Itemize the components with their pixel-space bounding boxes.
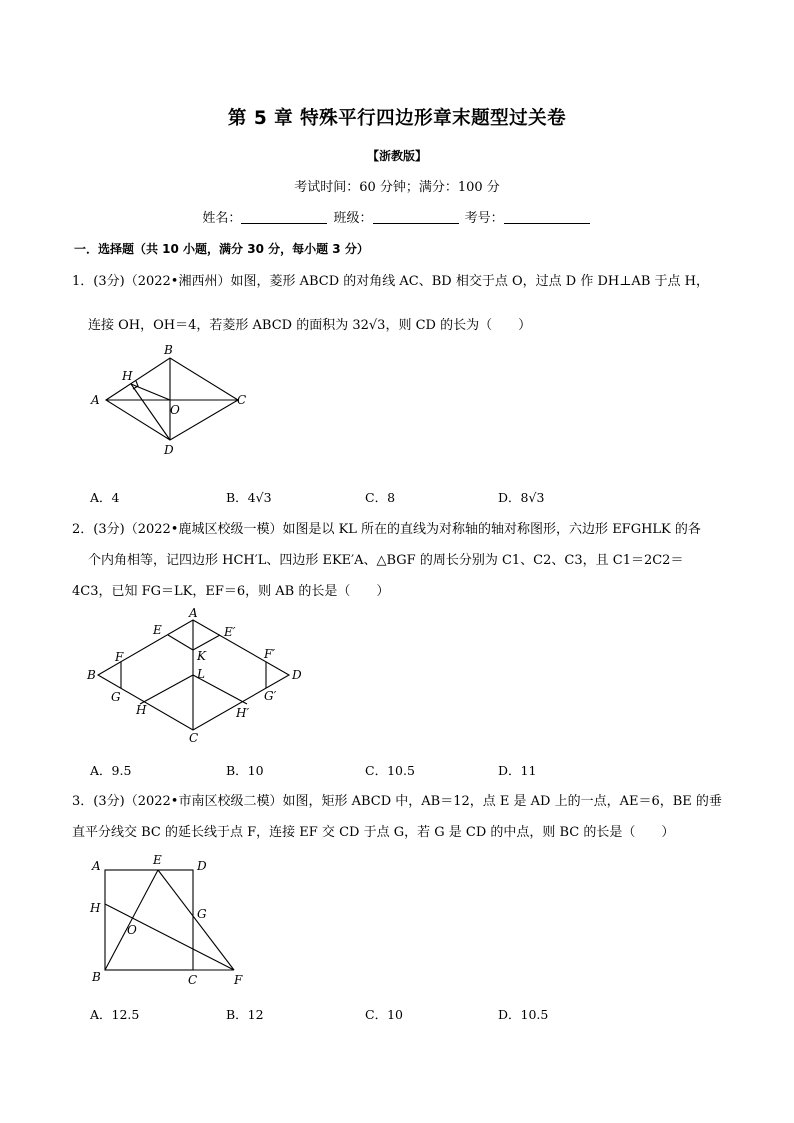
student-fields [0, 207, 794, 226]
q3-option-b[interactable]: B．12 [226, 1007, 264, 1022]
label-e: E [153, 623, 162, 637]
class-field[interactable] [373, 211, 459, 224]
edge-ek [168, 635, 193, 650]
label-f: F [234, 973, 243, 987]
q1-option-c[interactable]: C．8 [365, 490, 396, 505]
label-e-prime: E′ [224, 625, 236, 639]
label-o: O [170, 403, 180, 417]
label-d: D [164, 443, 174, 457]
q1-option-b[interactable]: B．4√3 [226, 490, 272, 505]
label-f: F [115, 650, 124, 664]
label-l: L [197, 667, 205, 681]
label-g: G [111, 690, 121, 704]
label-k: K [197, 649, 206, 663]
label-c: C [188, 973, 198, 987]
label-a: A [91, 393, 100, 407]
segment-ef [158, 870, 234, 970]
class-label: 班级： [333, 211, 373, 226]
q2-option-d[interactable]: D．11 [498, 763, 537, 778]
question-3-number: 3． [72, 794, 94, 809]
name-label: 姓名： [202, 211, 242, 226]
label-b: B [164, 343, 173, 357]
q3-option-d[interactable]: D．10.5 [498, 1007, 549, 1022]
number-label: 考号： [464, 211, 504, 226]
label-a: A [92, 859, 101, 873]
q1-option-a[interactable]: A．4 [90, 490, 120, 505]
label-b: B [87, 668, 96, 682]
label-h-prime: H′ [236, 706, 250, 720]
question-2-number: 2． [72, 522, 94, 537]
label-a: A [189, 606, 198, 620]
q2-option-c[interactable]: C．10.5 [365, 763, 415, 778]
question-1-number: 1． [72, 274, 94, 289]
question-2-line-3: 4C3，已知 FG＝LK，EF＝6，则 AB 的长是（ ） [72, 584, 390, 599]
question-2 [72, 514, 732, 607]
question-3-line-2: 直平分线交 BC 的延长线于点 F，连接 EF 交 CD 于点 G，若 G 是 CD 的中点，则 BC 的长是（ ） [72, 825, 675, 840]
exam-info: 考试时间：60 分钟；满分：100 分 [294, 180, 500, 195]
label-d: D [197, 859, 207, 873]
label-e: E [153, 853, 162, 867]
question-2-text-1: (3分)（2022•鹿城区校级一模）如图是以 KL 所在的直线为对称轴的轴对称图形，六边形 EFGHLK 的各 [93, 522, 701, 537]
figure-rectangle [84, 850, 254, 990]
label-g: G [197, 907, 207, 921]
edge-ke-prime [193, 635, 220, 650]
label-o: O [127, 923, 137, 937]
q2-option-a[interactable]: A．9.5 [90, 763, 132, 778]
label-h: H [122, 369, 133, 383]
label-d: D [292, 668, 302, 682]
name-field[interactable] [241, 211, 327, 224]
label-f-prime: F′ [264, 647, 276, 661]
label-g-prime: G′ [264, 689, 277, 703]
q3-option-c[interactable]: C．10 [365, 1007, 403, 1022]
edge-lh [140, 675, 193, 704]
label-h: H [90, 901, 101, 915]
section-heading: 一．选择题（共 10 小题，满分 30 分，每小题 3 分） [74, 242, 369, 256]
page-title: 第 5 章 特殊平行四边形章末题型过关卷 [227, 108, 567, 129]
label-c: C [237, 393, 247, 407]
edition-label: 【浙教版】 [366, 149, 427, 163]
question-3 [72, 786, 732, 848]
question-3-text-1: (3分)（2022•市南区校级二模）如图，矩形 ABCD 中，AB＝12，点 E 是 AD 上的一点，AE＝6，BE 的垂 [93, 794, 722, 809]
segment-hf [105, 904, 234, 970]
figure-rhombus [84, 340, 264, 460]
question-1-line-2: 连接 OH，OH＝4，若菱形 ABCD 的面积为 32√3，则 CD 的长为（ ） [88, 318, 532, 333]
rectangle-abcd [105, 870, 193, 970]
q2-option-b[interactable]: B．10 [226, 763, 264, 778]
question-1-line-1 [72, 266, 732, 297]
number-field[interactable] [504, 211, 590, 224]
question-1-text-1: (3分)（2022•湘西州）如图，菱形 ABCD 的对角线 AC、BD 相交于点 O，过点 D 作 DH⊥AB 于点 H， [93, 274, 709, 289]
label-c: C [189, 731, 199, 745]
label-b: B [92, 970, 101, 984]
question-3-line-1 [72, 786, 732, 817]
q3-option-a[interactable]: A．12.5 [90, 1007, 140, 1022]
label-h: H [136, 703, 147, 717]
segment-be [105, 870, 158, 970]
question-2-line-2: 个内角相等，记四边形 HCH′L、四边形 EKE′A、△BGF 的周长分别为 C1、C2、C3，且 C1＝2C2＝ [88, 553, 684, 568]
question-2-line-1 [72, 514, 732, 545]
q1-option-d[interactable]: D．8√3 [498, 490, 545, 505]
question-1 [72, 266, 732, 341]
figure-hexagon [84, 606, 314, 748]
